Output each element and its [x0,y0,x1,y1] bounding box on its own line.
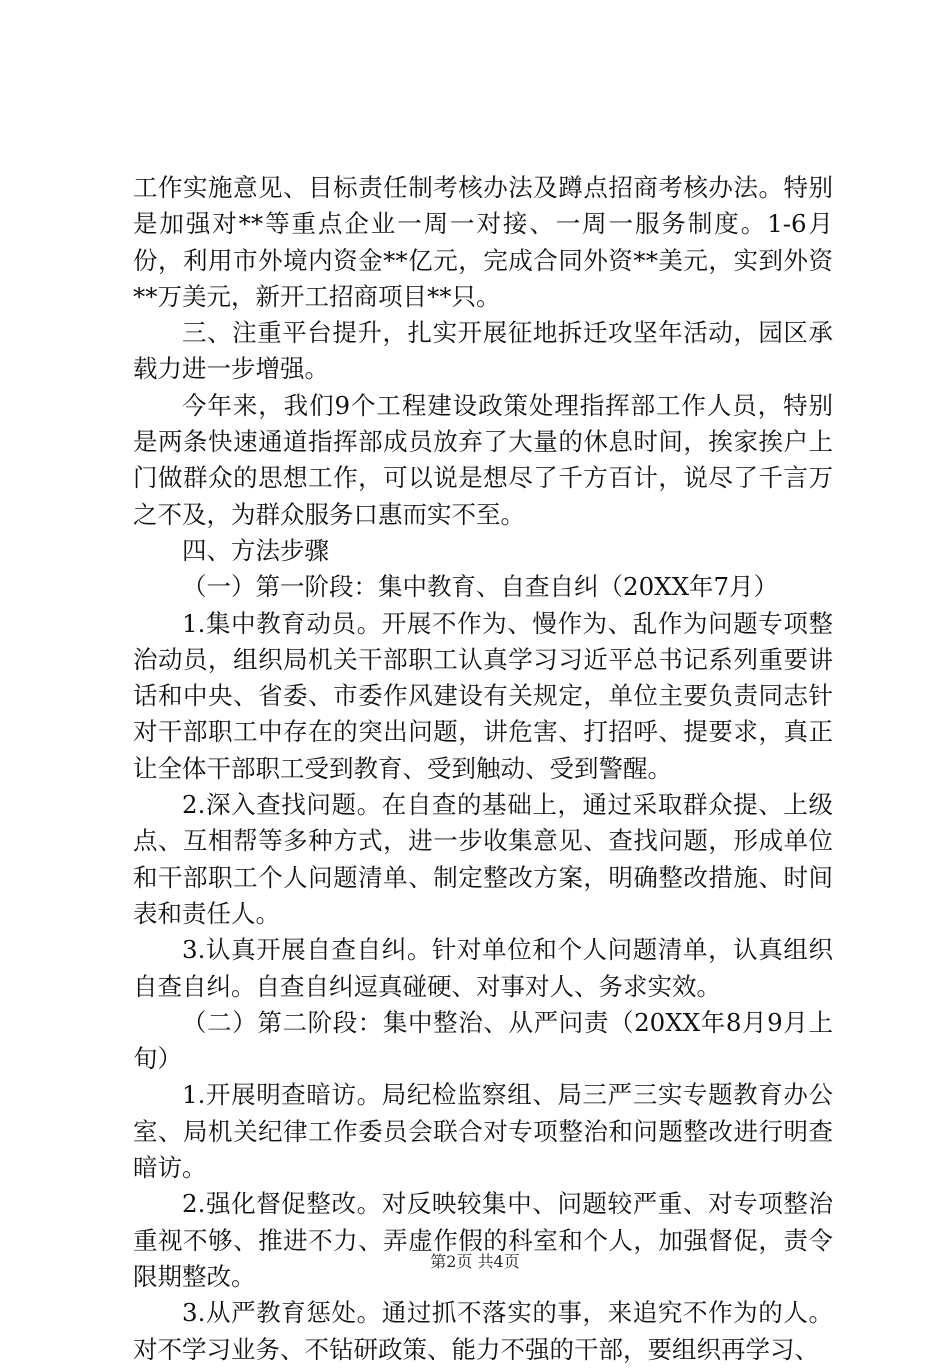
heading-phase-two: （二）第二阶段：集中整治、从严问责（20XX年8月9月上旬） [133,1007,833,1074]
list-item-strict-discipline: 3.从严教育惩处。通过抓不落实的事，来追究不作为的人。对不学习业务、不钻研政策、能力不强的干部，要组织再学习、 [133,1298,833,1364]
paragraph-demolition-work: 今年来，我们9个工程建设政策处理指挥部工作人员，特别是两条快速通道指挥部成员放弃了大量的休息时间，挨家挨户上门做群众的思想工作，可以说是想尽了千方百计，说尽了千言万之不及，为群众服务口惠而实不至。 [133,390,833,529]
list-item-find-problems: 2.深入查找问题。在自查的基础上，通过采取群众提、上级点、互相帮等多种方式，进一步收集意见、查找问题，形成单位和干部职工个人问题清单、制定整改方案，明确整改措施、时间表和责任人。 [133,790,833,928]
document-body [133,170,833,1368]
list-item-self-inspection: 3.认真开展自查自纠。针对单位和个人问题清单，认真组织自查自纠。自查自纠逗真碰硬、对事对人、务求实效。 [133,935,833,1001]
list-item-supervise-rectification: 2.强化督促整改。对反映较集中、问题较严重、对专项整治重视不够、推进不力、弄虚作假的科室和个人，加强督促，责令限期整改。 [133,1189,833,1291]
paragraph-investment-results: 工作实施意见、目标责任制考核办法及蹲点招商考核办法。特别是加强对**等重点企业一周一对接、一周一服务制度。1-6月份，利用市外境内资金**亿元，完成合同外资**美元，实到外资**万美元，新开工招商项目**只。 [133,173,833,311]
heading-platform-upgrade: 三、注重平台提升，扎实开展征地拆迁攻坚年活动，园区承载力进一步增强。 [133,318,833,384]
heading-phase-one: （一）第一阶段：集中教育、自查自纠（20XX年7月） [182,572,779,602]
page-number-footer: 第2页 共4页 [430,1252,520,1271]
heading-method-steps: 四、方法步骤 [182,535,329,565]
list-item-inspection-visits: 1.开展明查暗访。局纪检监察组、局三严三实专题教育办公室、局机关纪律工作委员会联合对专项整治和问题整改进行明查暗访。 [133,1080,833,1183]
list-item-education-mobilization: 1.集中教育动员。开展不作为、慢作为、乱作为问题专项整治动员，组织局机关干部职工认真学习习近平总书记系列重要讲话和中央、省委、市委作风建设有关规定，单位主要负责同志针对干部职工中存在的突出问题，讲危害、打招呼、提要求，真正让全体干部职工受到教育、受到触动、受到警醒。 [133,608,833,783]
